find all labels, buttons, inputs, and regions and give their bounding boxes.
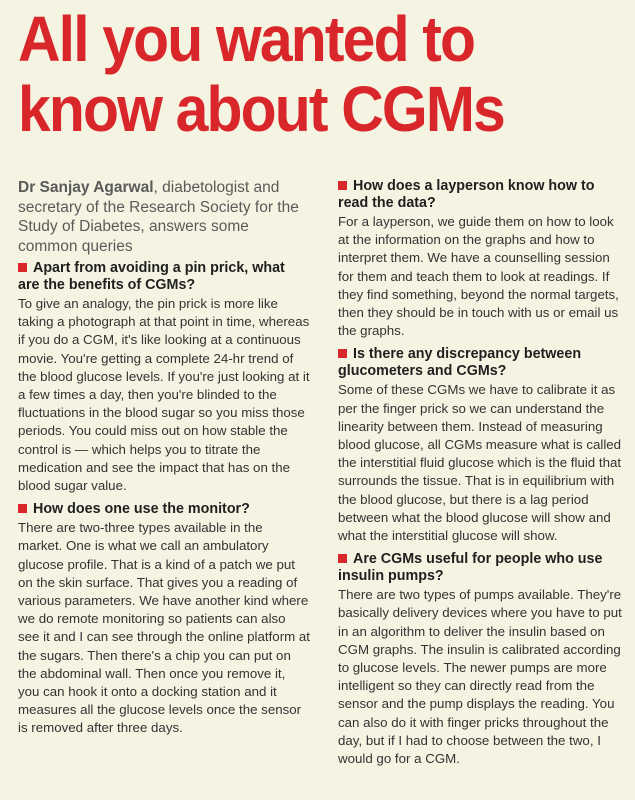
headline-line-1: All you wanted to [18, 3, 475, 75]
red-square-bullet-icon [18, 504, 27, 513]
right-column [338, 178, 628, 774]
author-name: Dr Sanjay Agarwal [18, 179, 154, 196]
question-heading [18, 260, 310, 294]
answer-text: There are two types of pumps available. They're basically delivery devices where you have to put in an algorithm to deliver the insulin based on CGM graphs. The insulin is calibrated according to glucose levels. The newer pumps are more intelligent so they can directly read from the sensor and the pump displays the reading. You can also do it with finger pricks throughout the day, but if I had to choose between the two, I would go for a CGM. [338, 587, 622, 767]
qa-item [18, 501, 310, 737]
qa-item [18, 260, 310, 495]
question-heading [338, 178, 628, 212]
red-square-bullet-icon [18, 263, 27, 272]
question-heading [338, 346, 628, 380]
red-square-bullet-icon [338, 554, 347, 563]
answer-text: Some of these CGMs we have to calibrate it as per the finger prick so we can understand the linearity between them. Instead of measuring blood glucose, all CGMs measure what is called the interstitial fluid glucose which is the fluid that surrounds the tissue. That is in equilibrium with the blood glucose, but there is a lag period between what the blood glucose will show and what the interstitial glucose will show. [338, 382, 622, 544]
question-text: How does a layperson know how to read the data? [338, 178, 595, 211]
intro-text: , diabetologist and secretary of the Research Society for the Study of Diabetes, answers some common queries [18, 179, 299, 255]
answer-text: There are two-three types available in the market. One is what we call an ambulatory glucose profile. That is a kind of a patch we put on the skin surface. That gives you a reading of various parameters. We have another kind where we do remote monitoring so patients can also see it and I can see through the online platform at the sugars. Then there's a chip you can put on the abdominal wall. Then once you remove it, you can hook it onto a docking station and it measures all the glucose levels once the sensor is removed after three days. [18, 520, 310, 736]
headline-line-2: know about CGMs [18, 73, 504, 145]
red-square-bullet-icon [338, 181, 347, 190]
red-square-bullet-icon [338, 349, 347, 358]
qa-item [338, 551, 628, 768]
question-heading [18, 501, 310, 518]
question-text: Are CGMs useful for people who use insulin pumps? [338, 551, 603, 585]
question-text: Is there any discrepancy between glucometers and CGMs? [338, 346, 582, 380]
headline [18, 4, 579, 144]
question-heading [338, 551, 628, 585]
answer-text: To give an analogy, the pin prick is more like taking a photograph at that point in time, whereas if you do a CGM, it's like looking at a continuous movie. You're getting a complete 24-hr trend of the blood glucose levels. If you're just looking at it a few times a day, then you're blinded to the fluctuations in the blood sugar so you miss those periods. You could miss out on how stable the control is — which helps you to titrate the medication and see the impact that has on the blood sugar value. [18, 296, 310, 494]
left-column [18, 178, 310, 744]
intro [18, 178, 310, 256]
question-text: How does one use the monitor? [33, 501, 250, 518]
qa-item [338, 346, 628, 545]
question-text: Apart from avoiding a pin prick, what are the benefits of CGMs? [18, 260, 285, 293]
answer-text: For a layperson, we guide them on how to look at the information on the graphs and how to interpret them. We have a counselling session for them and teach them to look at readings. If they find something, beyond the normal targets, then they should be in touch with us or email us the graphs. [338, 214, 619, 339]
qa-item [338, 178, 628, 340]
